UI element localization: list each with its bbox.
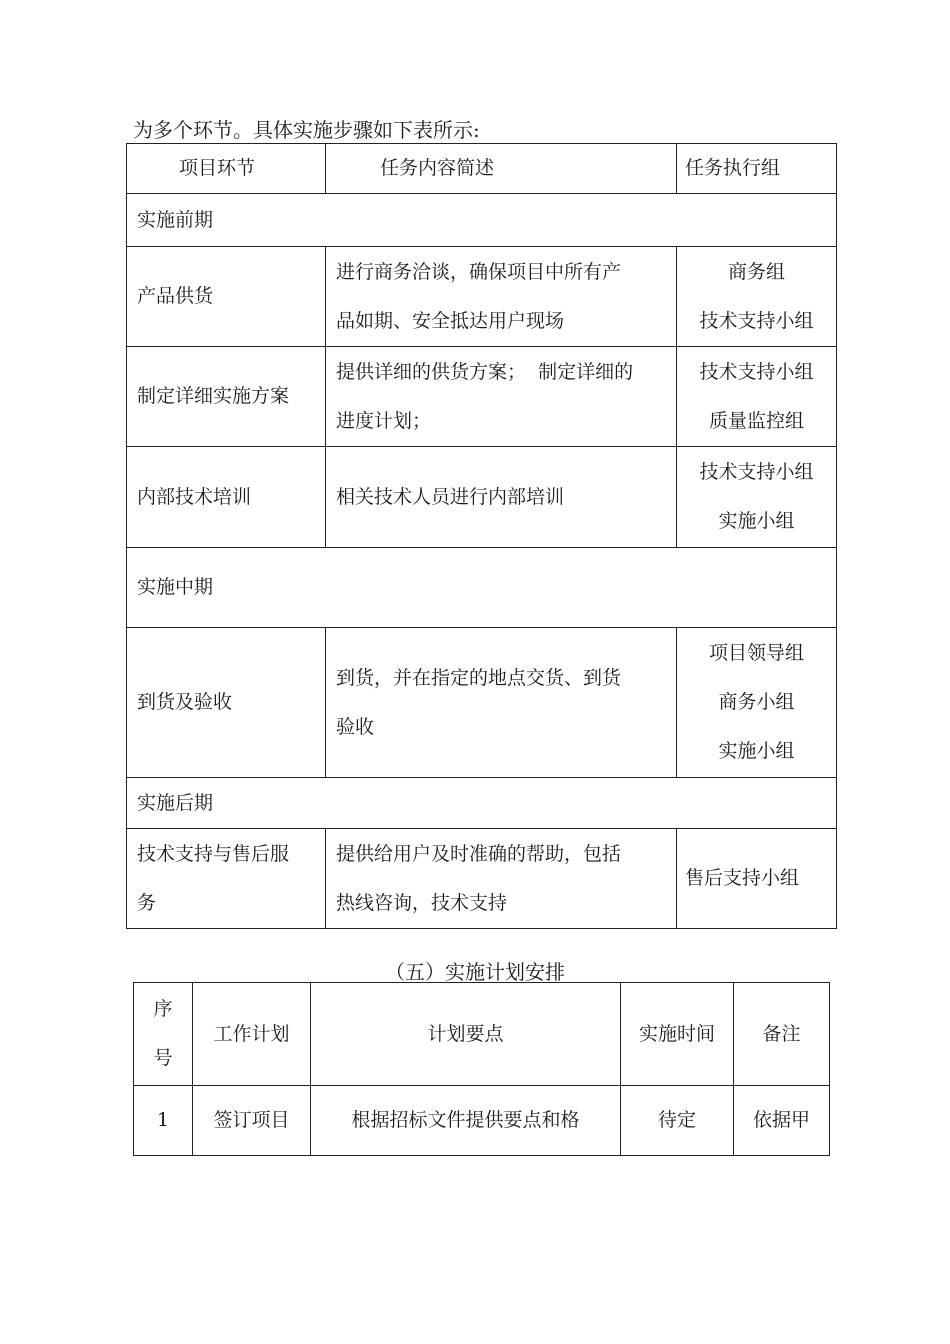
table-row <box>127 347 837 447</box>
header-cell: 备注 <box>734 983 830 1086</box>
group-cell: 技术支持小组 实施小组 <box>677 447 837 548</box>
table-header-row <box>134 983 830 1086</box>
table-row <box>127 628 837 778</box>
header-cell: 任务内容简述 <box>326 144 677 194</box>
section-label: 实施中期 <box>127 548 837 628</box>
table-row <box>127 247 837 347</box>
section-caption: （五）实施计划安排 <box>385 960 565 984</box>
table-row <box>127 447 837 548</box>
intro-text: 为多个环节。具体实施步骤如下表所示: <box>133 118 480 142</box>
desc-cell: 相关技术人员进行内部培训 <box>326 447 677 548</box>
group-cell: 商务组 技术支持小组 <box>677 247 837 347</box>
phase-cell: 制定详细实施方案 <box>127 347 326 447</box>
table-cell: 根据招标文件提供要点和格 <box>311 1086 621 1156</box>
phase-cell: 产品供货 <box>127 247 326 347</box>
group-cell: 项目领导组 商务小组 实施小组 <box>677 628 837 778</box>
header-cell: 项目环节 <box>127 144 326 194</box>
implementation-plan-table <box>133 982 830 1156</box>
section-row <box>127 778 837 829</box>
header-cell: 任务执行组 <box>677 144 837 194</box>
section-label: 实施后期 <box>127 778 837 829</box>
implementation-steps-table <box>126 143 837 929</box>
header-cell: 实施时间 <box>621 983 734 1086</box>
table-cell: 1 <box>134 1086 193 1156</box>
group-cell: 售后支持小组 <box>677 829 837 929</box>
table-cell: 依据甲 <box>734 1086 830 1156</box>
table-cell: 签订项目 <box>193 1086 311 1156</box>
header-cell: 工作计划 <box>193 983 311 1086</box>
section-row <box>127 194 837 247</box>
table-cell: 待定 <box>621 1086 734 1156</box>
table-row <box>134 1086 830 1156</box>
table-row <box>127 829 837 929</box>
desc-cell: 提供给用户及时准确的帮助，包括 热线咨询，技术支持 <box>326 829 677 929</box>
desc-cell: 进行商务洽谈，确保项目中所有产 品如期、安全抵达用户现场 <box>326 247 677 347</box>
phase-cell: 到货及验收 <box>127 628 326 778</box>
section-label: 实施前期 <box>127 194 837 247</box>
header-cell: 序 号 <box>134 983 193 1086</box>
group-cell: 技术支持小组 质量监控组 <box>677 347 837 447</box>
header-cell: 计划要点 <box>311 983 621 1086</box>
phase-cell: 内部技术培训 <box>127 447 326 548</box>
desc-cell: 提供详细的供货方案； 制定详细的 进度计划； <box>326 347 677 447</box>
desc-cell: 到货，并在指定的地点交货、到货 验收 <box>326 628 677 778</box>
phase-cell: 技术支持与售后服 务 <box>127 829 326 929</box>
table-header-row <box>127 144 837 194</box>
section-row <box>127 548 837 628</box>
